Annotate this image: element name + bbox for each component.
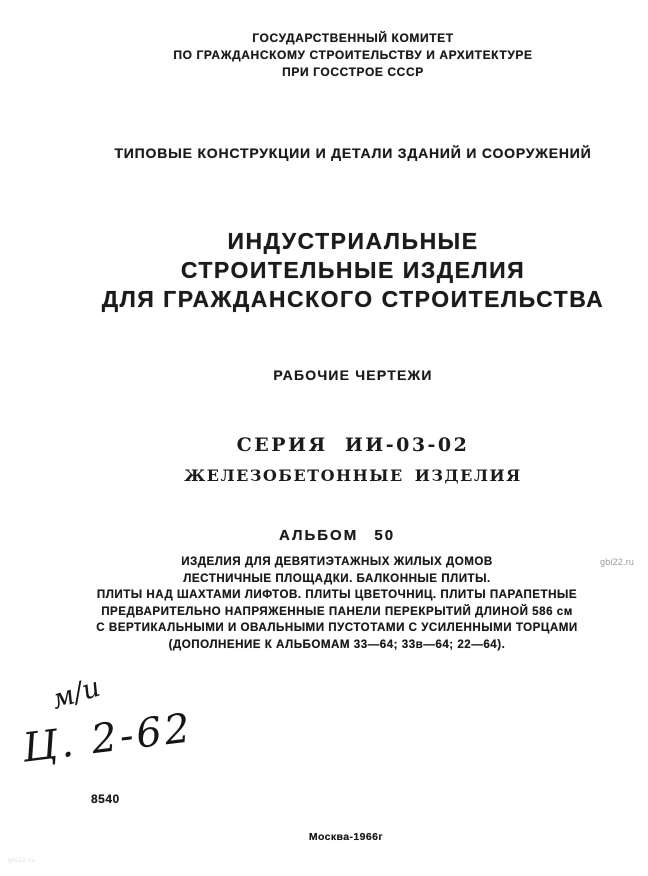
description-line-6: (ДОПОЛНЕНИЕ К АЛЬБОМАМ 33—64; 33в—64; 22—64).: [168, 637, 506, 651]
org-header-line-1: ГОСУДАРСТВЕННЫЙ КОМИТЕТ: [252, 31, 454, 45]
handwritten-mark-top: м/и: [48, 671, 104, 716]
org-header-line-3: ПРИ ГОССТРОЕ СССР: [282, 65, 424, 79]
contents-description: [0, 554, 648, 654]
org-header-line-2: ПО ГРАЖДАНСКОМУ СТРОИТЕЛЬСТВУ И АРХИТЕКТУРЕ: [173, 48, 533, 62]
album-number: АЛЬБОМ 50: [278, 527, 396, 544]
document-title: [0, 227, 648, 314]
series-caption: ТИПОВЫЕ КОНСТРУКЦИИ И ДЕТАЛИ ЗДАНИЙ И СООРУЖЕНИЙ: [114, 145, 592, 161]
imprint-moscow-1966: Москва-1966г: [308, 831, 384, 843]
working-drawings-subtitle: РАБОЧИЕ ЧЕРТЕЖИ: [273, 367, 433, 383]
description-line-3: ПЛИТЫ НАД ШАХТАМИ ЛИФТОВ. ПЛИТЫ ЦВЕТОЧНИЦ. ПЛИТЫ ПАРАПЕТНЫЕ: [96, 588, 578, 602]
site-watermark-bottom-left: gbi22.ru: [8, 857, 36, 864]
title-line-3: ДЛЯ ГРАЖДАНСКОГО СТРОИТЕЛЬСТВА: [101, 286, 605, 312]
description-line-4: ПРЕДВАРИТЕЛЬНО НАПРЯЖЕННЫЕ ПАНЕЛИ ПЕРЕКРЫТИЙ ДЛИНОЙ 586 см: [101, 604, 573, 618]
site-watermark-right: gbi22.ru: [600, 557, 635, 567]
organization-header: [0, 30, 648, 81]
print-order-code: 8540: [91, 792, 120, 806]
series-number: СЕРИЯ ИИ-03-02: [236, 434, 470, 456]
material-heading: ЖЕЛЕЗОБЕТОННЫЕ ИЗДЕЛИЯ: [184, 466, 522, 485]
description-line-5: С ВЕРТИКАЛЬНЫМИ И ОВАЛЬНЫМИ ПУСТОТАМИ С УСИЛЕННЫМИ ТОРЦАМИ: [96, 621, 578, 635]
title-line-2: СТРОИТЕЛЬНЫЕ ИЗДЕЛИЯ: [180, 257, 526, 283]
title-line-1: ИНДУСТРИАЛЬНЫЕ: [227, 228, 479, 254]
handwritten-catalog-mark: Ц. 2-62: [20, 705, 196, 772]
description-line-1: ИЗДЕЛИЯ ДЛЯ ДЕВЯТИЭТАЖНЫХ ЖИЛЫХ ДОМОВ: [181, 555, 493, 568]
description-line-2: ЛЕСТНИЧНЫЕ ПЛОЩАДКИ. БАЛКОННЫЕ ПЛИТЫ.: [183, 571, 491, 585]
